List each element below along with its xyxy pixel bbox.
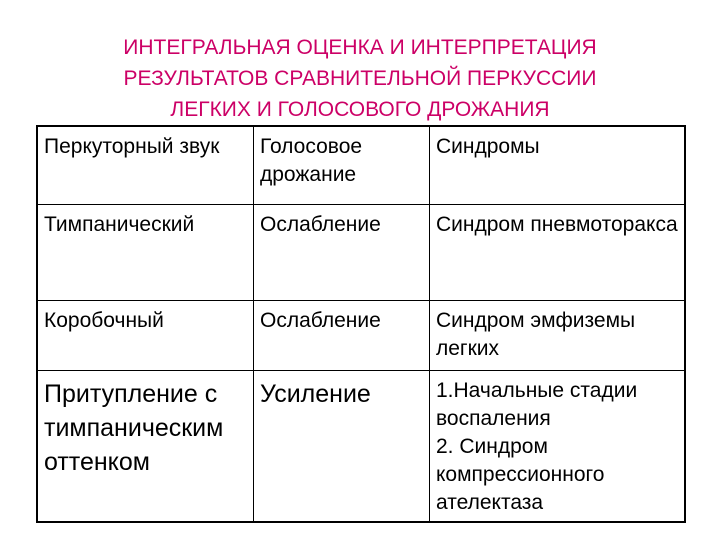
cell-syndrome: Синдром пневмоторакса — [430, 204, 686, 300]
cell-tremor: Ослабление — [254, 204, 430, 300]
slide-title — [60, 32, 660, 125]
header-syndromes: Синдромы — [430, 126, 686, 204]
header-percussion-sound: Перкуторный звук — [37, 126, 254, 204]
title-line-2: РЕЗУЛЬТАТОВ СРАВНИТЕЛЬНОЙ ПЕРКУССИИ — [123, 67, 597, 90]
cell-syndrome — [430, 370, 686, 522]
title-line-1: ИНТЕГРАЛЬНАЯ ОЦЕНКА И ИНТЕРПРЕТАЦИЯ — [123, 36, 597, 59]
cell-tremor: Ослабление — [254, 300, 430, 370]
cell-tremor: Усиление — [254, 370, 430, 522]
table-row — [37, 370, 685, 522]
header-vocal-tremor: Голосовое дрожание — [254, 126, 430, 204]
table-row — [37, 300, 685, 370]
cell-syndrome: Синдром эмфиземы легких — [430, 300, 686, 370]
cell-sound: Тимпанический — [37, 204, 254, 300]
cell-sound: Коробочный — [37, 300, 254, 370]
syndrome-line-2: 2. Синдром компрессионного ателектаза — [436, 434, 605, 514]
title-line-3: ЛЕГКИХ И ГОЛОСОВОГО ДРОЖАНИЯ — [170, 98, 550, 121]
table-header-row — [37, 126, 685, 204]
cell-sound: Притупление с тимпаническим оттенком — [37, 370, 254, 522]
syndrome-line-1: 1.Начальные стадии воспаления — [436, 378, 638, 430]
table-row — [37, 204, 685, 300]
percussion-table — [36, 125, 686, 523]
